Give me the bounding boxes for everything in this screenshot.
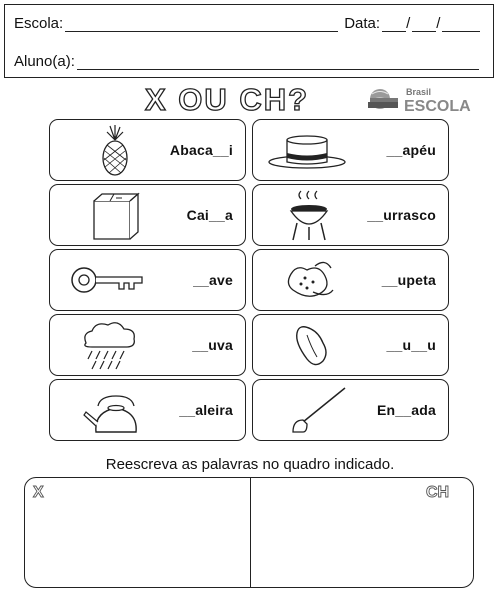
student-row — [14, 53, 479, 70]
student-field[interactable] — [77, 55, 479, 70]
school-row — [14, 15, 480, 32]
word-churrasco: __urrasco — [367, 207, 436, 223]
word-chuchu: __u__u — [386, 337, 436, 353]
box-icon — [64, 189, 144, 241]
hat-icon — [267, 124, 347, 176]
word-chupeta: __upeta — [381, 272, 436, 288]
word-chaleira: __aleira — [179, 402, 233, 418]
date-separator: / — [436, 15, 441, 32]
worksheet-title — [143, 82, 358, 116]
word-card — [49, 184, 246, 246]
barbecue-grill-icon — [267, 189, 347, 241]
word-card — [252, 379, 449, 441]
kettle-icon — [64, 384, 144, 436]
word-chuva: __uva — [192, 337, 233, 353]
word-card — [252, 249, 449, 311]
word-card — [49, 314, 246, 376]
date-year-field[interactable] — [442, 17, 480, 32]
brasil-escola-logo — [366, 84, 478, 114]
date-day-field[interactable] — [382, 17, 406, 32]
logo-bottom-text: ESCOLA — [404, 98, 471, 114]
word-caixa: Cai__a — [186, 207, 233, 223]
word-chapeu: __apéu — [386, 142, 436, 158]
svg-text:X: X — [33, 484, 44, 499]
word-chave: __ave — [193, 272, 233, 288]
word-card — [49, 119, 246, 181]
date-label: Data: — [344, 15, 381, 32]
ch-answer-area[interactable] — [251, 478, 474, 587]
word-card — [252, 119, 449, 181]
globe-books-icon — [368, 89, 398, 109]
x-answer-area[interactable] — [25, 478, 250, 587]
word-enxada: En__ada — [377, 402, 436, 418]
header-form — [4, 4, 494, 78]
school-field[interactable] — [65, 17, 338, 32]
school-label: Escola: — [14, 15, 64, 32]
word-card — [49, 379, 246, 441]
date-month-field[interactable] — [412, 17, 436, 32]
rain-cloud-icon — [64, 319, 144, 371]
word-card — [252, 314, 449, 376]
hoe-icon — [267, 384, 347, 436]
answer-box — [24, 477, 474, 588]
instruction-text: Reescreva as palavras no quadro indicado. — [105, 456, 395, 473]
svg-text:CH: CH — [426, 484, 450, 499]
logo-top-text: Brasil — [406, 87, 432, 97]
word-abacaxi: Abaca__i — [169, 142, 233, 158]
date-separator: / — [406, 15, 411, 32]
key-icon — [64, 254, 144, 306]
word-card — [49, 249, 246, 311]
title-text: X OU CH? — [145, 82, 310, 116]
student-label: Aluno(a): — [14, 53, 75, 70]
chayote-icon — [267, 319, 347, 371]
pacifier-icon — [267, 254, 347, 306]
word-card — [252, 184, 449, 246]
pineapple-icon — [64, 124, 144, 176]
